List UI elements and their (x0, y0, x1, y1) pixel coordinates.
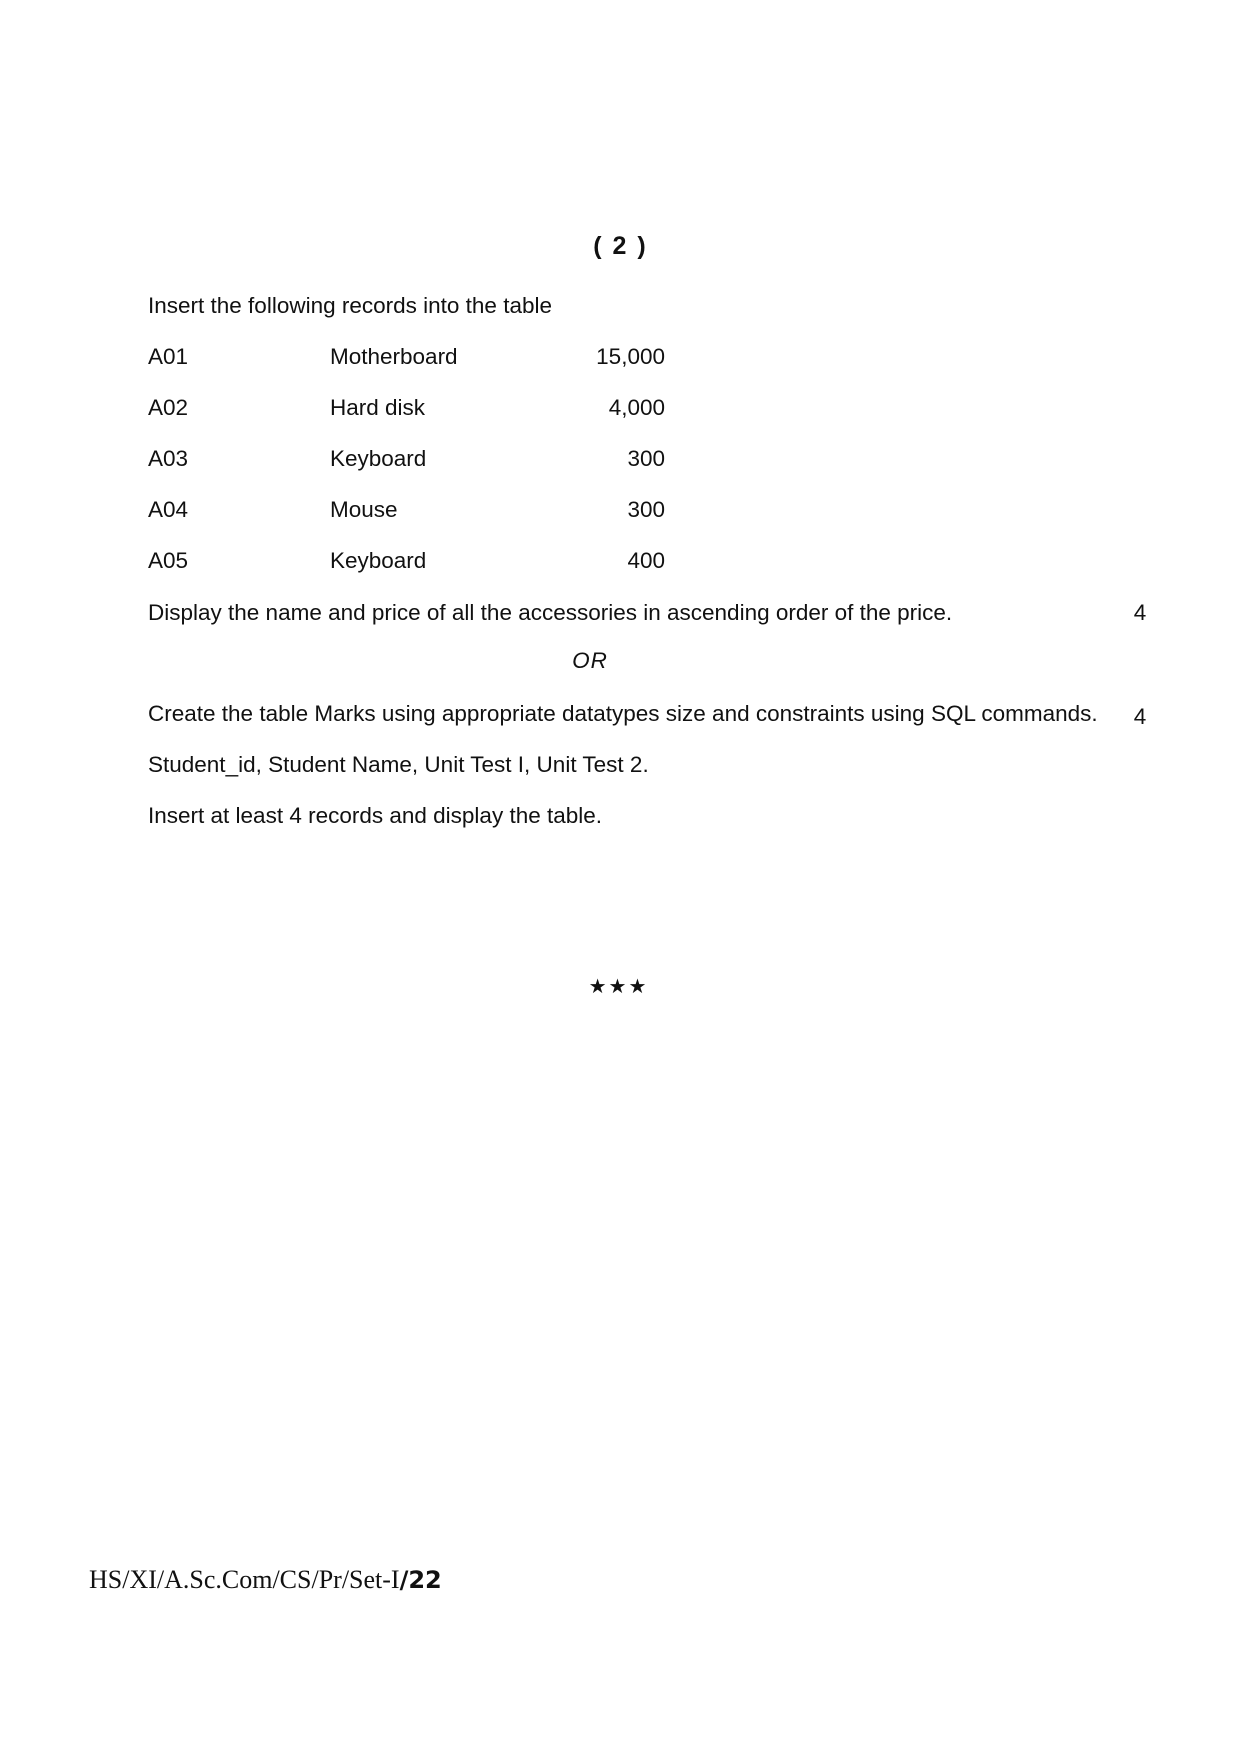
record-price: 300 (627, 446, 665, 471)
fields-line: Student_id, Student Name, Unit Test I, Unit Test 2. (148, 752, 649, 777)
record-id: A04 (148, 497, 189, 522)
record-price: 300 (627, 497, 665, 522)
record-id: A02 (148, 395, 189, 420)
record-name: Motherboard (330, 344, 458, 369)
intro-text: Insert the following records into the table (148, 293, 552, 318)
record-price: 400 (627, 548, 665, 573)
question-display-text: Display the name and price of all the accessories in ascending order of the price. (148, 600, 953, 625)
question-create-text: Create the table Marks using appropriate datatypes size and constraints using SQL commands. (148, 701, 1098, 726)
record-name: Mouse (330, 497, 398, 522)
question-display-marks: 4 (1133, 600, 1147, 625)
record-id: A05 (148, 548, 189, 573)
record-id: A01 (148, 344, 189, 369)
end-stars: ★★★ (588, 976, 649, 998)
paper-code-year: /22 (399, 1566, 442, 1594)
record-price: 15,000 (596, 344, 665, 369)
record-price: 4,000 (608, 395, 665, 420)
record-name: Hard disk (330, 395, 426, 420)
record-id: A03 (148, 446, 189, 471)
or-separator: OR (572, 648, 608, 673)
paper-code (89, 1565, 442, 1595)
question-create-marks: 4 (1133, 704, 1147, 729)
record-name: Keyboard (330, 548, 427, 573)
insert-line: Insert at least 4 records and display the table. (148, 803, 603, 828)
record-name: Keyboard (330, 446, 427, 471)
page-number: ( 2 ) (593, 232, 648, 260)
paper-code-text: HS/XI/A.Sc.Com/CS/Pr/Set-I (89, 1565, 400, 1594)
